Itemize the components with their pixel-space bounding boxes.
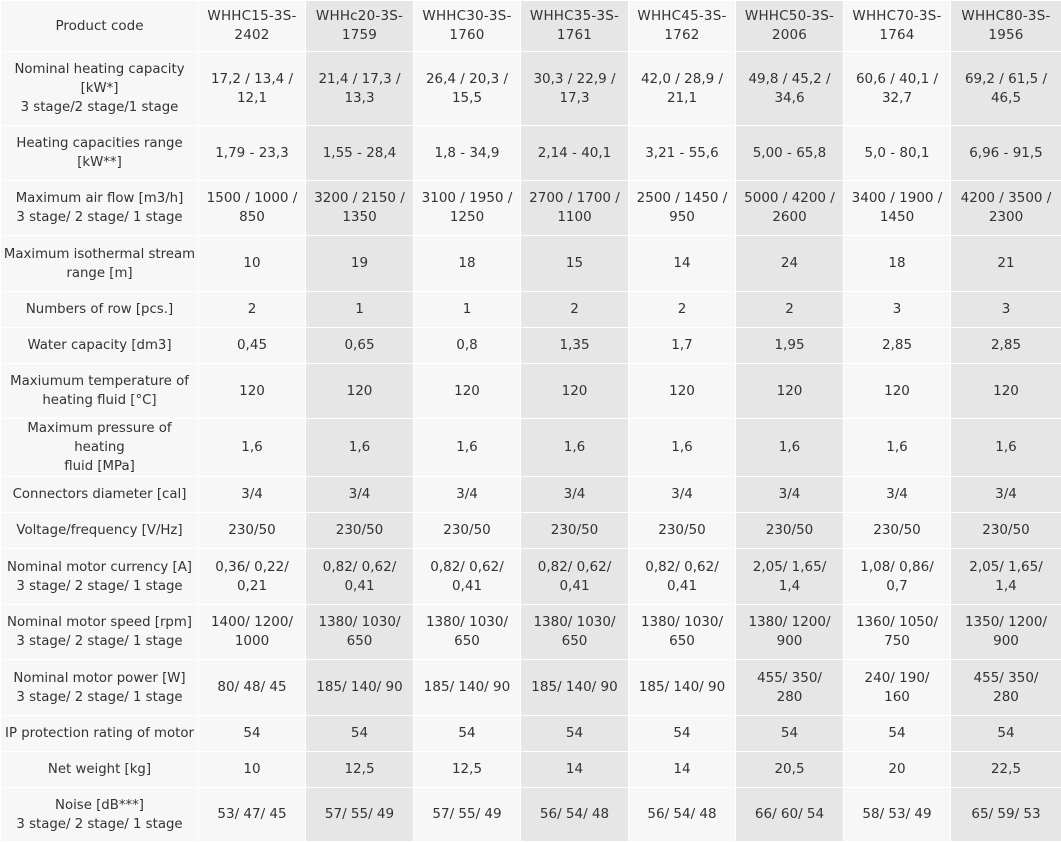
table-cell: 1 xyxy=(306,292,414,328)
table-cell: 1,8 - 34,9 xyxy=(414,126,521,181)
table-cell: 2 xyxy=(199,292,306,328)
table-cell: 54 xyxy=(199,716,306,752)
table-row xyxy=(1,328,1061,364)
table-cell: 3 xyxy=(951,292,1061,328)
table-cell: 1,6 xyxy=(521,419,629,477)
row-label: Numbers of row [pcs.] xyxy=(1,292,199,328)
table-cell: 185/ 140/ 90 xyxy=(629,660,736,716)
table-cell: 54 xyxy=(521,716,629,752)
table-cell: 230/50 xyxy=(736,513,844,549)
table-cell: 54 xyxy=(629,716,736,752)
table-cell: 14 xyxy=(521,752,629,788)
table-cell: 2,14 - 40,1 xyxy=(521,126,629,181)
table-row xyxy=(1,513,1061,549)
table-cell: 2,05/ 1,65/ 1,4 xyxy=(736,549,844,605)
row-label: Maximum pressure of heating fluid [MPa] xyxy=(1,419,199,477)
table-cell: 14 xyxy=(629,752,736,788)
table-cell: 3400 / 1900 / 1450 xyxy=(844,181,951,236)
table-cell: 49,8 / 45,2 / 34,6 xyxy=(736,52,844,126)
table-cell: 3,21 - 55,6 xyxy=(629,126,736,181)
model-header: WHHC70-3S- 1764 xyxy=(844,1,951,52)
table-cell: 185/ 140/ 90 xyxy=(414,660,521,716)
table-cell: 20,5 xyxy=(736,752,844,788)
table-cell: 0,82/ 0,62/ 0,41 xyxy=(629,549,736,605)
table-cell: 53/ 47/ 45 xyxy=(199,788,306,842)
table-cell: 2,85 xyxy=(951,328,1061,364)
row-label: Nominal motor currency [A] 3 stage/ 2 stage/ 1 stage xyxy=(1,549,199,605)
table-cell: 3/4 xyxy=(414,477,521,513)
table-cell: 230/50 xyxy=(414,513,521,549)
table-cell: 240/ 190/ 160 xyxy=(844,660,951,716)
table-cell: 1380/ 1030/ 650 xyxy=(521,605,629,660)
table-cell: 0,82/ 0,62/ 0,41 xyxy=(521,549,629,605)
table-cell: 2700 / 1700 / 1100 xyxy=(521,181,629,236)
row-label: Maximum air flow [m3/h] 3 stage/ 2 stage/ 1 stage xyxy=(1,181,199,236)
table-cell: 26,4 / 20,3 / 15,5 xyxy=(414,52,521,126)
table-cell: 60,6 / 40,1 / 32,7 xyxy=(844,52,951,126)
table-cell: 1,35 xyxy=(521,328,629,364)
table-cell: 0,82/ 0,62/ 0,41 xyxy=(414,549,521,605)
table-cell: 455/ 350/ 280 xyxy=(736,660,844,716)
table-cell: 0,36/ 0,22/ 0,21 xyxy=(199,549,306,605)
table-row xyxy=(1,660,1061,716)
table-cell: 230/50 xyxy=(521,513,629,549)
table-cell: 120 xyxy=(629,364,736,419)
table-cell: 120 xyxy=(521,364,629,419)
table-cell: 0,8 xyxy=(414,328,521,364)
table-cell: 10 xyxy=(199,236,306,292)
table-cell: 1,6 xyxy=(951,419,1061,477)
table-cell: 1,08/ 0,86/ 0,7 xyxy=(844,549,951,605)
table-cell: 42,0 / 28,9 / 21,1 xyxy=(629,52,736,126)
table-cell: 20 xyxy=(844,752,951,788)
table-cell: 0,82/ 0,62/ 0,41 xyxy=(306,549,414,605)
table-row xyxy=(1,52,1061,126)
table-cell: 1380/ 1030/ 650 xyxy=(629,605,736,660)
table-cell: 230/50 xyxy=(951,513,1061,549)
table-cell: 120 xyxy=(306,364,414,419)
table-cell: 1,95 xyxy=(736,328,844,364)
table-cell: 54 xyxy=(306,716,414,752)
table-row xyxy=(1,364,1061,419)
row-label: Nominal motor power [W] 3 stage/ 2 stage/ 1 stage xyxy=(1,660,199,716)
table-cell: 230/50 xyxy=(306,513,414,549)
model-header: WHHC15-3S- 2402 xyxy=(199,1,306,52)
table-cell: 22,5 xyxy=(951,752,1061,788)
table-cell: 0,65 xyxy=(306,328,414,364)
table-cell: 1,7 xyxy=(629,328,736,364)
table-cell: 120 xyxy=(736,364,844,419)
table-row xyxy=(1,605,1061,660)
table-cell: 58/ 53/ 49 xyxy=(844,788,951,842)
table-cell: 5,0 - 80,1 xyxy=(844,126,951,181)
table-cell: 1380/ 1030/ 650 xyxy=(306,605,414,660)
table-cell: 4200 / 3500 / 2300 xyxy=(951,181,1061,236)
table-cell: 120 xyxy=(414,364,521,419)
table-cell: 57/ 55/ 49 xyxy=(306,788,414,842)
table-cell: 12,5 xyxy=(414,752,521,788)
table-cell: 3/4 xyxy=(951,477,1061,513)
table-cell: 2500 / 1450 / 950 xyxy=(629,181,736,236)
table-cell: 17,2 / 13,4 / 12,1 xyxy=(199,52,306,126)
table-cell: 185/ 140/ 90 xyxy=(521,660,629,716)
table-cell: 10 xyxy=(199,752,306,788)
table-cell: 1,6 xyxy=(199,419,306,477)
row-label: Connectors diameter [cal] xyxy=(1,477,199,513)
table-cell: 1,55 - 28,4 xyxy=(306,126,414,181)
table-cell: 5,00 - 65,8 xyxy=(736,126,844,181)
table-cell: 1400/ 1200/ 1000 xyxy=(199,605,306,660)
table-cell: 1,6 xyxy=(736,419,844,477)
table-row xyxy=(1,236,1061,292)
table-cell: 14 xyxy=(629,236,736,292)
table-cell: 1,6 xyxy=(844,419,951,477)
table-cell: 1350/ 1200/ 900 xyxy=(951,605,1061,660)
table-cell: 3/4 xyxy=(629,477,736,513)
table-cell: 1380/ 1200/ 900 xyxy=(736,605,844,660)
table-cell: 1 xyxy=(414,292,521,328)
table-cell: 3/4 xyxy=(199,477,306,513)
model-header: WHHC30-3S- 1760 xyxy=(414,1,521,52)
row-label: Voltage/frequency [V/Hz] xyxy=(1,513,199,549)
table-cell: 6,96 - 91,5 xyxy=(951,126,1061,181)
table-cell: 66/ 60/ 54 xyxy=(736,788,844,842)
table-cell: 57/ 55/ 49 xyxy=(414,788,521,842)
table-cell: 24 xyxy=(736,236,844,292)
row-label: Net weight [kg] xyxy=(1,752,199,788)
row-label: Heating capacities range [kW**] xyxy=(1,126,199,181)
product-code-header: Product code xyxy=(1,1,199,52)
model-header: WHHC45-3S- 1762 xyxy=(629,1,736,52)
table-cell: 3/4 xyxy=(736,477,844,513)
table-cell: 1,79 - 23,3 xyxy=(199,126,306,181)
table-cell: 12,5 xyxy=(306,752,414,788)
table-cell: 3200 / 2150 / 1350 xyxy=(306,181,414,236)
model-header: WHHc20-3S- 1759 xyxy=(306,1,414,52)
table-cell: 21,4 / 17,3 / 13,3 xyxy=(306,52,414,126)
table-cell: 69,2 / 61,5 / 46,5 xyxy=(951,52,1061,126)
table-row xyxy=(1,419,1061,477)
table-cell: 65/ 59/ 53 xyxy=(951,788,1061,842)
table-cell: 54 xyxy=(736,716,844,752)
table-row xyxy=(1,716,1061,752)
model-header: WHHC35-3S- 1761 xyxy=(521,1,629,52)
table-cell: 1500 / 1000 / 850 xyxy=(199,181,306,236)
row-label: Maxiumum temperature of heating fluid [°C] xyxy=(1,364,199,419)
table-cell: 3/4 xyxy=(521,477,629,513)
table-row xyxy=(1,752,1061,788)
table-row xyxy=(1,126,1061,181)
table-cell: 3 xyxy=(844,292,951,328)
table-cell: 54 xyxy=(414,716,521,752)
table-cell: 3/4 xyxy=(306,477,414,513)
table-cell: 19 xyxy=(306,236,414,292)
table-cell: 15 xyxy=(521,236,629,292)
table-cell: 30,3 / 22,9 / 17,3 xyxy=(521,52,629,126)
table-cell: 2 xyxy=(521,292,629,328)
table-cell: 185/ 140/ 90 xyxy=(306,660,414,716)
table-cell: 230/50 xyxy=(199,513,306,549)
table-cell: 120 xyxy=(199,364,306,419)
row-label: IP protection rating of motor xyxy=(1,716,199,752)
table-cell: 3/4 xyxy=(844,477,951,513)
table-cell: 3100 / 1950 / 1250 xyxy=(414,181,521,236)
row-label: Water capacity [dm3] xyxy=(1,328,199,364)
table-cell: 56/ 54/ 48 xyxy=(521,788,629,842)
table-cell: 18 xyxy=(414,236,521,292)
table-cell: 18 xyxy=(844,236,951,292)
table-cell: 56/ 54/ 48 xyxy=(629,788,736,842)
table-cell: 54 xyxy=(844,716,951,752)
table-cell: 1,6 xyxy=(629,419,736,477)
model-header: WHHC80-3S- 1956 xyxy=(951,1,1061,52)
table-cell: 54 xyxy=(951,716,1061,752)
table-cell: 1380/ 1030/ 650 xyxy=(414,605,521,660)
table-cell: 455/ 350/ 280 xyxy=(951,660,1061,716)
table-cell: 1360/ 1050/ 750 xyxy=(844,605,951,660)
table-row xyxy=(1,292,1061,328)
model-header: WHHC50-3S- 2006 xyxy=(736,1,844,52)
row-label: Maximum isothermal stream range [m] xyxy=(1,236,199,292)
header-row xyxy=(1,1,1061,52)
row-label: Nominal motor speed [rpm] 3 stage/ 2 stage/ 1 stage xyxy=(1,605,199,660)
row-label: Noise [dB***] 3 stage/ 2 stage/ 1 stage xyxy=(1,788,199,842)
table-cell: 2 xyxy=(736,292,844,328)
table-cell: 2 xyxy=(629,292,736,328)
row-label: Nominal heating capacity [kW*] 3 stage/2 stage/1 stage xyxy=(1,52,199,126)
table-cell: 21 xyxy=(951,236,1061,292)
table-cell: 2,05/ 1,65/ 1,4 xyxy=(951,549,1061,605)
table-row xyxy=(1,181,1061,236)
table-row xyxy=(1,788,1061,842)
table-cell: 120 xyxy=(844,364,951,419)
table-cell: 0,45 xyxy=(199,328,306,364)
table-cell: 120 xyxy=(951,364,1061,419)
table-cell: 2,85 xyxy=(844,328,951,364)
table-cell: 80/ 48/ 45 xyxy=(199,660,306,716)
table-cell: 230/50 xyxy=(629,513,736,549)
table-cell: 5000 / 4200 / 2600 xyxy=(736,181,844,236)
table-cell: 1,6 xyxy=(414,419,521,477)
table-cell: 230/50 xyxy=(844,513,951,549)
table-row xyxy=(1,549,1061,605)
table-cell: 1,6 xyxy=(306,419,414,477)
table-row xyxy=(1,477,1061,513)
